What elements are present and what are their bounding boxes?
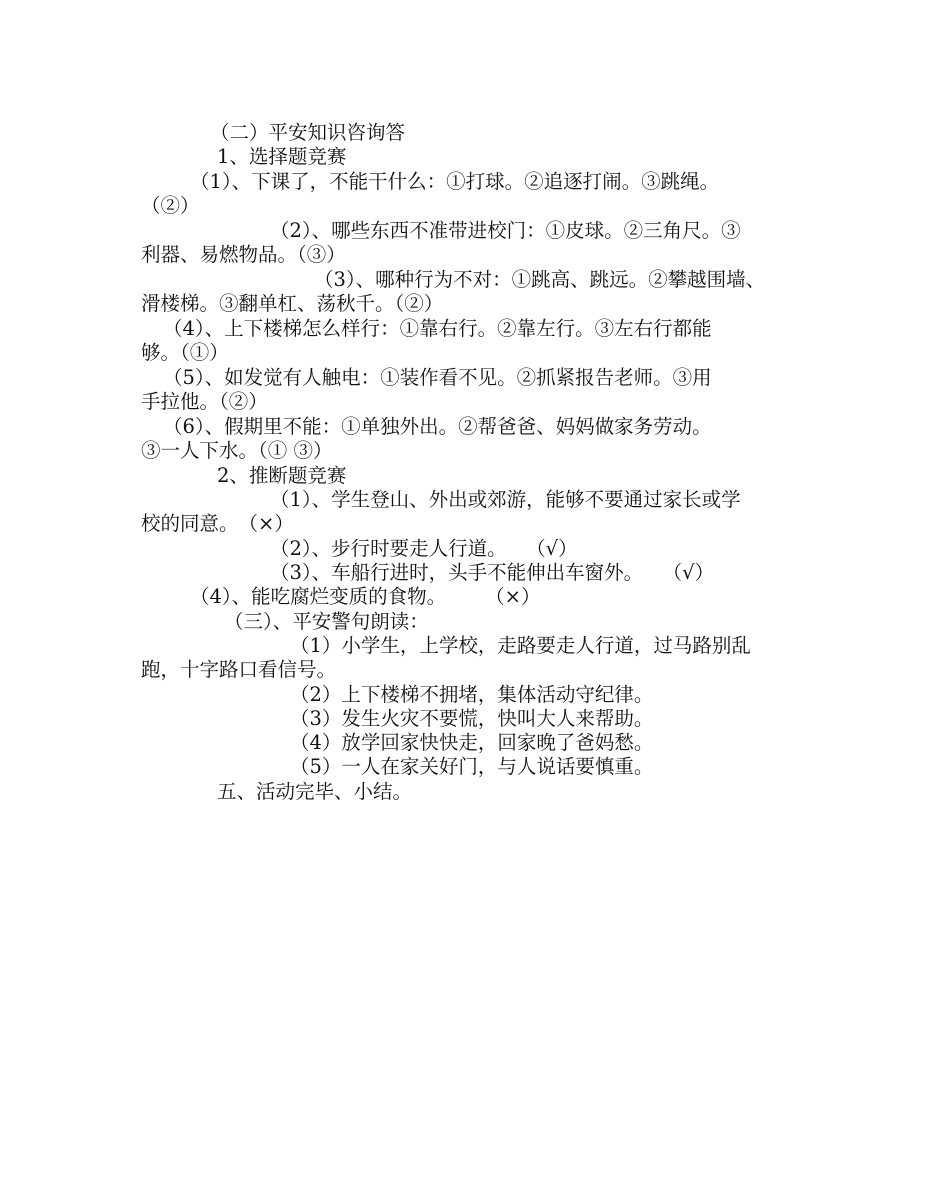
question-4-line-2: 够。（①） bbox=[141, 341, 229, 364]
question-4-line-1: （4）、上下楼梯怎么样行：①靠右行。②靠左行。③左右行都能 bbox=[163, 317, 712, 340]
question-3-line-2: 滑楼梯。③翻单杠、荡秋千。（②） bbox=[141, 292, 444, 315]
subheading-multiple-choice: 1、选择题竞赛 bbox=[217, 145, 347, 168]
judgement-2: （2）、步行时要走人行道。 （√） bbox=[270, 537, 578, 560]
section-heading-conclusion: 五、活动完毕、小结。 bbox=[217, 780, 413, 803]
question-5-line-2: 手拉他。（②） bbox=[141, 390, 268, 413]
slogan-1-line-2: 跑，十字路口看信号。 bbox=[141, 658, 337, 681]
judgement-1-line-1: （1）、学生登山、外出或郊游，能够不要通过家长或学 bbox=[270, 488, 741, 511]
question-6-line-2: ③一人下水。（① ③） bbox=[141, 439, 333, 462]
question-2-line-2: 利器、易燃物品。（③） bbox=[141, 243, 346, 266]
question-1-line-1: （1）、下课了，不能干什么：①打球。②追逐打闹。③跳绳。 bbox=[190, 170, 720, 193]
question-5-line-1: （5）、如发觉有人触电：①装作看不见。②抓紧报告老师。③用 bbox=[163, 366, 712, 389]
question-1-line-2: （②） bbox=[141, 194, 200, 217]
slogan-4: （4）放学回家快快走，回家晚了爸妈愁。 bbox=[290, 731, 654, 754]
section-heading-safety-slogans: （三）、平安警句朗读： bbox=[224, 610, 429, 633]
subheading-true-false: 2、推断题竞赛 bbox=[217, 464, 347, 487]
judgement-3: （3）、车船行进时，头手不能伸出车窗外。 （√） bbox=[270, 561, 715, 584]
question-6-line-1: （6）、假期里不能：①单独外出。②帮爸爸、妈妈做家务劳动。 bbox=[163, 415, 712, 438]
slogan-2: （2）上下楼梯不拥堵，集体活动守纪律。 bbox=[290, 683, 654, 706]
slogan-3: （3）发生火灾不要慌，快叫大人来帮助。 bbox=[290, 707, 654, 730]
section-heading-safety-qa: （二）平安知识咨询答 bbox=[210, 121, 406, 144]
judgement-1-line-2: 校的同意。 （×） bbox=[141, 512, 294, 535]
judgement-4: （4）、能吃腐烂变质的食物。 （×） bbox=[190, 585, 541, 608]
question-3-line-1: （3）、哪种行为不对：①跳高、跳远。②攀越围墙、 bbox=[314, 268, 766, 291]
slogan-5: （5）一人在家关好门，与人说话要慎重。 bbox=[290, 755, 654, 778]
slogan-1-line-1: （1）小学生，上学校，走路要走人行道，过马路别乱 bbox=[290, 634, 751, 657]
question-2-line-1: （2）、哪些东西不准带进校门：①皮球。②三角尺。③ bbox=[270, 219, 741, 242]
